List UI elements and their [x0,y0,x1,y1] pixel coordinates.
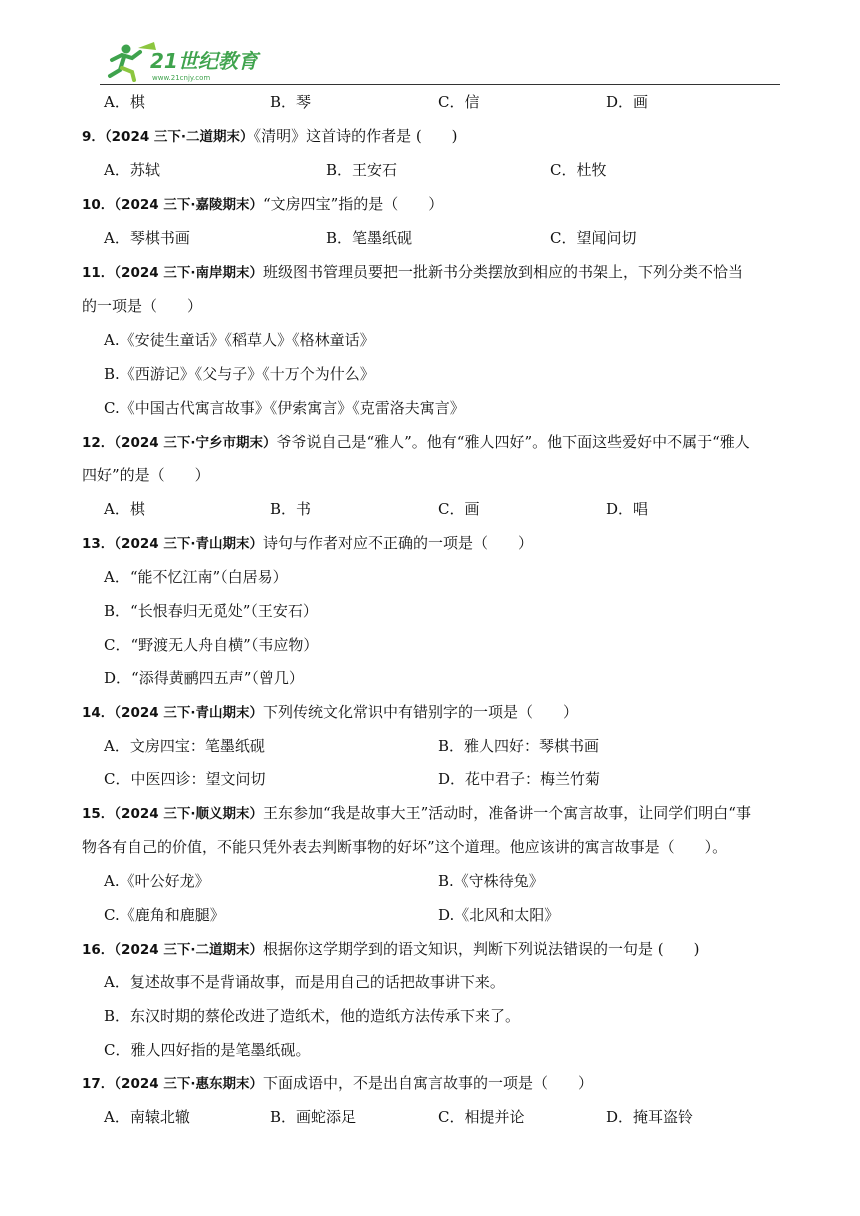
question-stem: 下面成语中，不是出自寓言故事的一项是（ ） [262,1074,593,1092]
q14-option-c: C．中医四诊：望文问切 [104,770,266,788]
q12-option-d: D．唱 [606,500,649,518]
question-9 [82,126,458,147]
question-stem: “文房四宝”指的是（ ） [262,195,444,213]
question-number: 11． [82,265,115,281]
question-number: 16． [82,942,115,958]
q9-option-a: A．苏轼 [104,161,160,179]
question-source: （2024 三下·二道期末） [104,129,254,145]
question-11-stem-cont: 的一项是（ ） [82,297,203,315]
q11-option-c: C.《中国古代寓言故事》《伊索寓言》《克雷洛夫寓言》 [104,399,465,417]
q8-option-d: D．画 [606,93,649,111]
question-stem: 爷爷说自己是“雅人”。他有“雅人四好”。他下面这些爱好中不属于“雅人 [276,433,750,451]
question-number: 17． [82,1076,115,1092]
question-source: （2024 三下·嘉陵期末） [114,197,263,213]
q13-option-c: C．“野渡无人舟自横”（韦应物） [104,636,319,654]
q17-option-c: C．相提并论 [438,1108,525,1126]
question-15 [82,803,751,824]
page-header [100,40,780,88]
question-stem: 王东参加“我是故事大王”活动时，准备讲一个寓言故事，让同学们明白“事 [262,804,751,822]
question-source: （2024 三下·南岸期末） [114,265,263,281]
q13-option-a: A．“能不忆江南”（白居易） [104,568,288,586]
question-source: （2024 三下·宁乡市期末） [114,435,277,451]
q11-option-a: A.《安徒生童话》《稻草人》《格林童话》 [104,331,375,349]
21cnjy-logo [102,40,272,84]
q15-option-c: C.《鹿角和鹿腿》 [104,906,225,924]
svg-text:www.21cnjy.com: www.21cnjy.com [152,74,211,82]
q11-option-b: B.《西游记》《父与子》《十万个为什么》 [104,365,375,383]
question-17 [82,1073,593,1094]
question-number: 13． [82,536,115,552]
q8-option-b: B．琴 [270,93,312,111]
q15-option-d: D.《北风和太阳》 [438,906,560,924]
question-stem: 诗句与作者对应不正确的一项是（ ） [262,534,533,552]
header-divider [100,84,780,85]
q10-option-c: C．望闻问切 [550,229,637,247]
q9-option-c: C．杜牧 [550,161,607,179]
q16-option-b: B．东汉时期的蔡伦改进了造纸术，他的造纸方法传承下来了。 [104,1007,521,1025]
q15-option-b: B.《守株待兔》 [438,872,544,890]
question-12 [82,432,750,453]
q9-option-b: B．王安石 [326,161,398,179]
q12-option-c: C．画 [438,500,480,518]
q12-option-b: B．书 [270,500,312,518]
q15-option-a: A.《叶公好龙》 [104,872,210,890]
question-number: 14． [82,705,115,721]
q12-option-a: A．棋 [104,500,145,518]
question-number: 9． [82,129,105,145]
q16-option-a: A．复述故事不是背诵故事，而是用自己的话把故事讲下来。 [104,973,505,991]
q8-option-a: A．棋 [104,93,145,111]
question-15-stem-cont: 物各有自己的价值，不能只凭外表去判断事物的好坏”这个道理。他应该讲的寓言故事是（ ）。 [82,838,728,856]
q14-option-b: B．雅人四好：琴棋书画 [438,737,600,755]
q17-option-b: B．画蛇添足 [270,1108,357,1126]
q16-option-c: C．雅人四好指的是笔墨纸砚。 [104,1041,311,1059]
q17-option-a: A．南辕北辙 [104,1108,190,1126]
question-stem: 《清明》这首诗的作者是 ( ) [253,127,458,145]
q13-option-b: B．“长恨春归无觅处”（王安石） [104,602,318,620]
question-13 [82,533,533,554]
question-10 [82,194,443,215]
q17-option-d: D．掩耳盗铃 [606,1108,694,1126]
question-number: 10． [82,197,115,213]
question-stem: 班级图书管理员要把一批新书分类摆放到相应的书架上，下列分类不恰当 [262,263,743,281]
q14-option-a: A．文房四宝：笔墨纸砚 [104,737,265,755]
question-source: （2024 三下·顺义期末） [114,806,263,822]
question-source: （2024 三下·二道期末） [114,942,263,958]
q13-option-d: D．“添得黄鹂四五声”（曾几） [104,669,304,687]
q10-option-b: B．笔墨纸砚 [326,229,413,247]
question-source: （2024 三下·青山期末） [114,705,263,721]
question-stem: 根据你这学期学到的语文知识，判断下列说法错误的一句是 ( ) [262,940,700,958]
question-number: 15． [82,806,115,822]
q8-option-c: C．信 [438,93,480,111]
question-12-stem-cont: 四好”的是（ ） [82,466,210,484]
svg-text:21世纪教育: 21世纪教育 [150,49,258,73]
question-16 [82,939,699,960]
question-source: （2024 三下·惠东期末） [114,1076,263,1092]
q10-option-a: A．琴棋书画 [104,229,190,247]
question-number: 12． [82,435,115,451]
question-source: （2024 三下·青山期末） [114,536,263,552]
question-stem: 下列传统文化常识中有错别字的一项是（ ） [262,703,578,721]
q14-option-d: D．花中君子：梅兰竹菊 [438,770,601,788]
question-14 [82,702,578,723]
question-11 [82,262,743,283]
